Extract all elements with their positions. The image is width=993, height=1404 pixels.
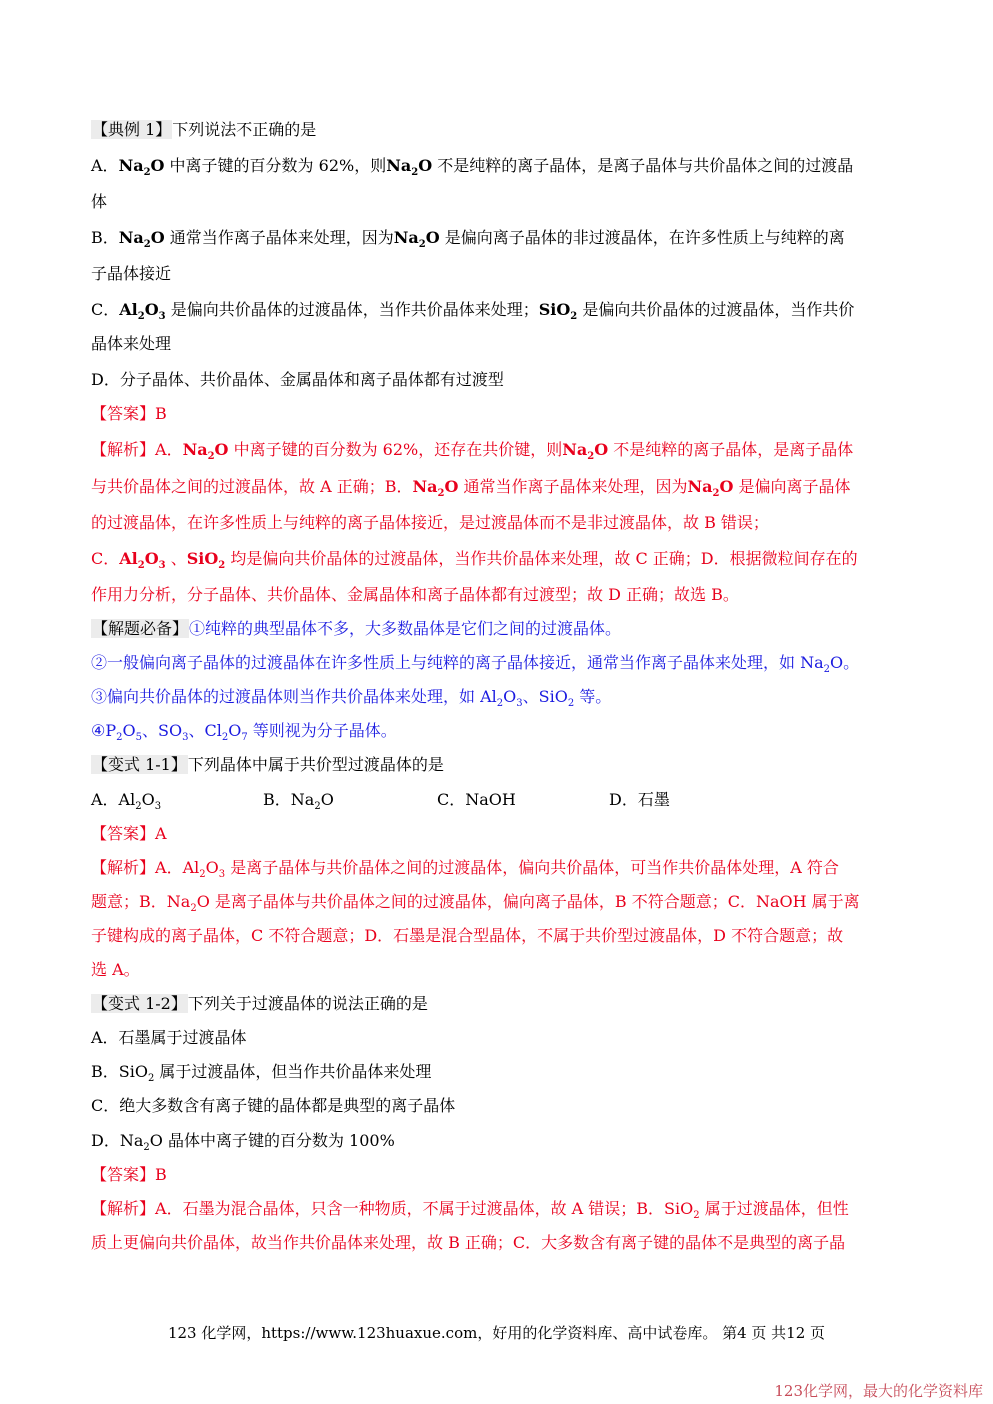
option-b-cont: 子晶体接近 bbox=[91, 264, 172, 283]
page-footer: 123 化学网，https://www.123huaxue.com，好用的化学资料库、高中试卷库。 第4 页 共12 页 bbox=[167, 1324, 826, 1342]
option-a: A．石墨属于过渡晶体 bbox=[91, 1028, 247, 1047]
option-b: B．$Na_2O$ 通常当作离子晶体来处理，因为$Na_2O$ 是偏向离子晶体的非过渡晶体，在许多性质上与纯粹的离 bbox=[91, 228, 845, 250]
option-c: C．绝大多数含有离子键的晶体都是典型的离子晶体 bbox=[91, 1096, 456, 1115]
essentials-line-4: $④P_2O_5$、$SO_3$、$Cl_2O_7$ 等则视为分子晶体。 bbox=[91, 721, 397, 743]
option-a: A．$Na_2O$ 中离子键的百分数为 62%，则$Na_2O$ 不是纯粹的离子晶体，是离子晶体与共价晶体之间的过渡晶 bbox=[91, 156, 854, 178]
option-c: C．NaOH bbox=[437, 790, 516, 809]
option-a-cont: 体 bbox=[91, 192, 108, 211]
brand-watermark: 123化学网，最大的化学资料库 bbox=[774, 1382, 983, 1400]
analysis-line-1: 【解析】A．石墨为混合晶体，只含一种物质，不属于过渡晶体，故 A 错误；B．SiO$_2$ 属于过渡晶体，但性 bbox=[91, 1199, 849, 1221]
variant-1-1-options bbox=[91, 789, 903, 811]
variant-1-1-heading: 【变式 1-1】下列晶体中属于共价型过渡晶体的是 bbox=[92, 755, 444, 774]
analysis-line-3: 的过渡晶体，在许多性质上与纯粹的离子晶体接近，是过渡晶体而不是非过渡晶体，故 B 错误； bbox=[91, 513, 769, 532]
variant-1-2-heading: 【变式 1-2】下列关于过渡晶体的说法正确的是 bbox=[92, 994, 428, 1013]
option-c-cont: 晶体来处理 bbox=[91, 334, 172, 353]
question-stem: 下列说法不正确的是 bbox=[172, 120, 317, 139]
option-b: B．$Na_2O$ bbox=[263, 790, 334, 812]
analysis-line-4: 选 A。 bbox=[91, 960, 140, 979]
answer-line: 【答案】B bbox=[91, 1165, 167, 1184]
example-1-heading bbox=[91, 119, 903, 141]
analysis-line-2: 与共价晶体之间的过渡晶体，故 A 正确；B．$Na_2O$ 通常当作离子晶体来处理，因为$Na_2O$ 是偏向离子晶体 bbox=[91, 477, 851, 499]
example-tag: 【典例 1】 bbox=[92, 120, 172, 139]
analysis-line-3: 子键构成的离子晶体，C 不符合题意；D．石墨是混合型晶体，不属于共价型过渡晶体，D 不符合题意；故 bbox=[91, 926, 844, 945]
analysis-line-1: 【解析】A．$Na_2O$ 中离子键的百分数为 62%，还存在共价键，则$Na_2O$ 不是纯粹的离子晶体，是离子晶体 bbox=[91, 440, 854, 462]
essentials-tag: 【解题必备】 bbox=[92, 619, 189, 638]
essentials-line-2: ②一般偏向离子晶体的过渡晶体在许多性质上与纯粹的离子晶体接近，通常当作离子晶体来处理，如 $Na_2O$。 bbox=[91, 653, 860, 675]
analysis-line-2: 题意；B．$Na_2O$ 是离子晶体与共价晶体之间的过渡晶体，偏向离子晶体，B 不符合题意；C．NaOH 属于离 bbox=[91, 892, 860, 914]
option-b: B．SiO$_2$ 属于过渡晶体，但当作共价晶体来处理 bbox=[91, 1062, 432, 1084]
analysis-line-1: 【解析】A．$Al_2O_3$ 是离子晶体与共价晶体之间的过渡晶体，偏向共价晶体，可当作共价晶体处理，A 符合 bbox=[91, 858, 839, 880]
option-d: D．分子晶体、共价晶体、金属晶体和离子晶体都有过渡型 bbox=[91, 370, 504, 389]
essentials-line-3: ③偏向共价晶体的过渡晶体则当作共价晶体来处理，如 $Al_2O_3$、SiO$_2$ 等。 bbox=[91, 687, 612, 709]
option-d: D．石墨 bbox=[609, 790, 670, 809]
analysis-line-5: 作用力分析，分子晶体、共价晶体、金属晶体和离子晶体都有过渡型；故 D 正确；故选 B。 bbox=[91, 585, 739, 604]
option-d: D．$Na_2O$ 晶体中离子键的百分数为 100% bbox=[91, 1131, 395, 1153]
answer-line: 【答案】B bbox=[91, 404, 167, 423]
essentials-heading: 【解题必备】①纯粹的典型晶体不多，大多数晶体是它们之间的过渡晶体。 bbox=[92, 619, 622, 638]
analysis-line-4: C．$Al_2O_3$ 、SiO$_2$ 均是偏向共价晶体的过渡晶体，当作共价晶体来处理，故 C 正确；D．根据微粒间存在的 bbox=[91, 549, 858, 571]
variant-tag: 【变式 1-1】 bbox=[92, 755, 187, 774]
option-c: C．$Al_2O_3$ 是偏向共价晶体的过渡晶体，当作共价晶体来处理；SiO$_2$ 是偏向共价晶体的过渡晶体，当作共价 bbox=[91, 300, 855, 322]
analysis-line-2: 质上更偏向共价晶体，故当作共价晶体来处理，故 B 正确；C．大多数含有离子键的晶体不是典型的离子晶 bbox=[91, 1233, 846, 1252]
option-a: A．$Al_2O_3$ bbox=[91, 790, 162, 812]
variant-tag: 【变式 1-2】 bbox=[92, 994, 187, 1013]
answer-line: 【答案】A bbox=[91, 824, 167, 843]
